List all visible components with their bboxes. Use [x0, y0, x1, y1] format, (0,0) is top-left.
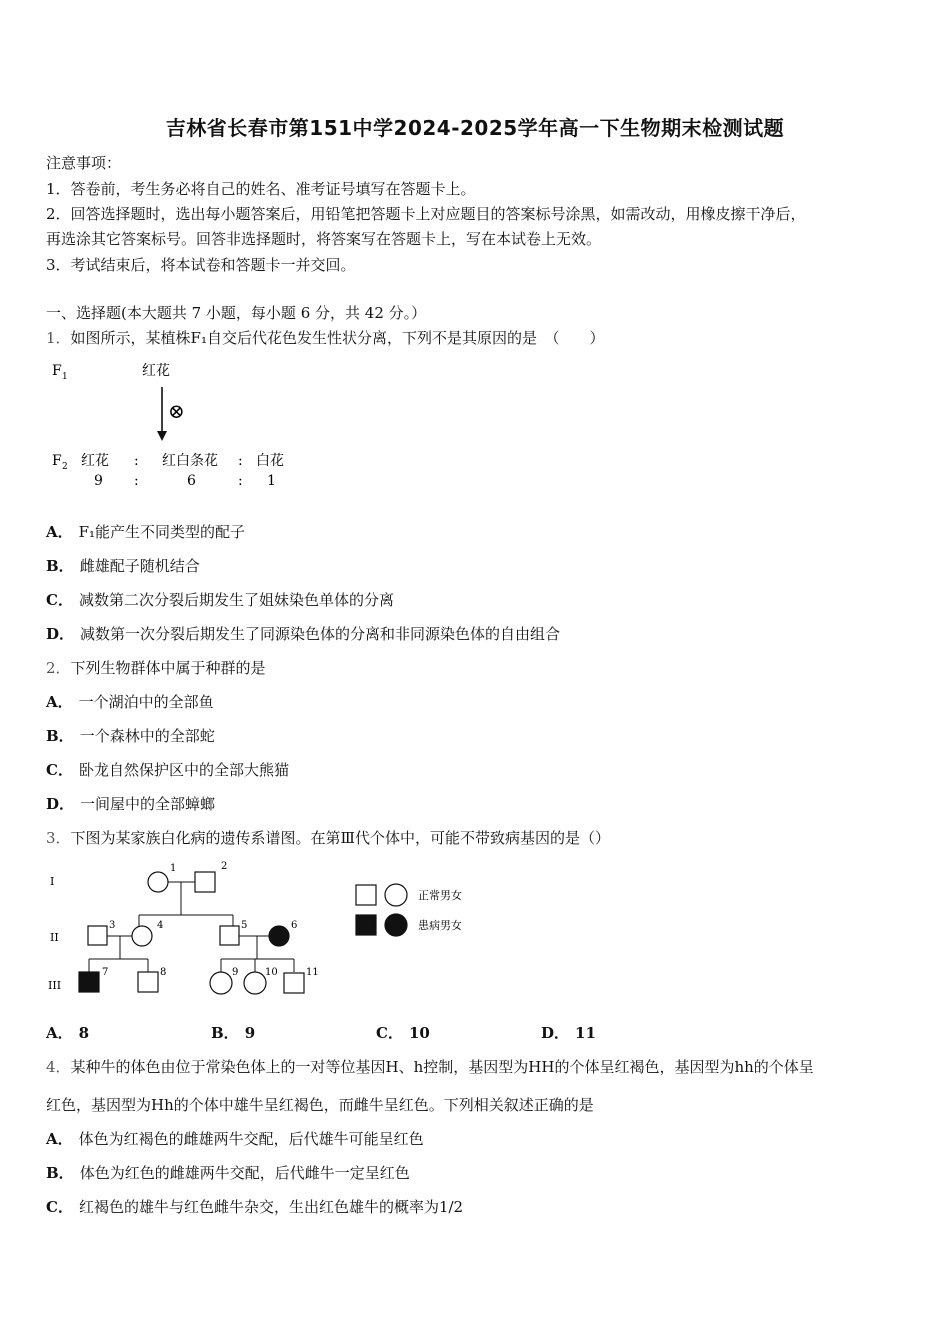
option-b[interactable]: B． 雌雄配子随机结合: [46, 557, 200, 575]
f2-trait-red: 红花: [81, 453, 109, 469]
f2-trait-white: 白花: [256, 453, 284, 469]
colon: :: [238, 453, 243, 469]
note-item: 1．答卷前，考生务必将自己的姓名、准考证号填写在答题卡上。: [46, 180, 476, 198]
question-1-stem: [46, 327, 604, 348]
option-c[interactable]: C． 卧龙自然保护区中的全部大熊猫: [46, 761, 289, 779]
option-d[interactable]: D． 一间屋中的全部蟑螂: [46, 795, 216, 813]
question-4-stem: [46, 1056, 814, 1077]
legend-normal-male: [356, 885, 376, 905]
generation-label: I: [50, 875, 55, 888]
note-item: 3．考试结束后，将本试卷和答题卡一并交回。: [46, 256, 356, 274]
ratio-red: 9: [94, 473, 103, 489]
note-item: 再选涂其它答案标号。回答非选择题时，将答案写在答题卡上，写在本试卷上无效。: [46, 230, 602, 248]
individual-10: [244, 972, 266, 994]
option-b[interactable]: B． 一个森林中的全部蛇: [46, 727, 215, 745]
id-label: 3: [109, 920, 116, 931]
option-c[interactable]: C． 减数第二次分裂后期发生了姐妹染色单体的分离: [46, 591, 394, 609]
id-label: 1: [170, 863, 177, 874]
question-text: 某种牛的体色由位于常染色体上的一对等位基因H、h控制，基因型为HH的个体呈红褐色，基因型为hh的个体呈: [70, 1058, 814, 1076]
id-label: 7: [102, 967, 109, 978]
f1-label: F: [52, 363, 62, 379]
id-label: 6: [291, 920, 298, 931]
generation-label: II: [50, 931, 59, 944]
individual-6: [269, 926, 289, 946]
option-d[interactable]: D． 减数第一次分裂后期发生了同源染色体的分离和非同源染色体的自由组合: [46, 625, 561, 643]
question-number: 2．: [46, 659, 71, 677]
individual-3: [88, 926, 107, 945]
colon: :: [134, 453, 139, 469]
f2-trait-striped: 红白条花: [162, 453, 218, 469]
individual-7: [79, 972, 99, 992]
f2-subscript: 2: [62, 462, 68, 472]
legend-affected-label: 患病男女: [418, 919, 462, 932]
colon: :: [238, 473, 243, 489]
question-text: 下列生物群体中属于种群的是: [70, 659, 266, 677]
selfing-symbol: ⊗: [168, 399, 185, 423]
option-b[interactable]: B． 体色为红色的雌雄两牛交配，后代雌牛一定呈红色: [46, 1164, 410, 1182]
question-number: 1．: [46, 329, 71, 347]
question-number: 4．: [46, 1058, 71, 1076]
question-text: 如图所示，某植株F₁自交后代花色发生性状分离，下列不是其原因的是 （ ）: [70, 329, 605, 347]
option-a[interactable]: A． 体色为红褐色的雌雄两牛交配，后代雄牛可能呈红色: [46, 1130, 424, 1148]
f2-label: F: [52, 453, 62, 469]
id-label: 5: [241, 920, 248, 931]
id-label: 9: [232, 967, 239, 978]
id-label: 8: [160, 967, 167, 978]
legend-normal-label: 正常男女: [418, 889, 462, 902]
question-2-stem: [46, 657, 266, 678]
option-a[interactable]: A． F₁能产生不同类型的配子: [46, 523, 246, 541]
f1-trait: 红花: [142, 363, 170, 379]
individual-4: [132, 926, 152, 946]
colon: :: [134, 473, 139, 489]
note-item: 2．回答选择题时，选出每小题答案后，用铅笔把答题卡上对应题目的答案标号涂黑，如需改动，用橡皮擦干净后，: [46, 205, 806, 223]
legend-normal-female: [385, 884, 407, 906]
section-heading: 一、选择题(本大题共 7 小题，每小题 6 分，共 42 分。）: [46, 304, 427, 322]
question-4-stem-cont: 红色，基因型为Hh的个体中雄牛呈红褐色，而雌牛呈红色。下列相关叙述正确的是: [46, 1096, 594, 1114]
ratio-striped: 6: [187, 473, 196, 489]
individual-11: [284, 973, 304, 993]
legend-affected-male: [356, 915, 376, 935]
legend-affected-female: [385, 914, 407, 936]
id-label: 4: [157, 920, 164, 931]
option-a[interactable]: A． 一个湖泊中的全部鱼: [46, 693, 214, 711]
individual-2: [195, 872, 215, 892]
option-d[interactable]: D． 11: [541, 1024, 596, 1042]
cross-figure: [44, 355, 294, 495]
f1-subscript: 1: [62, 372, 68, 382]
generation-label: III: [48, 979, 62, 992]
option-a[interactable]: A． 8: [46, 1024, 90, 1042]
option-b[interactable]: B． 9: [211, 1024, 256, 1042]
question-text: 下图为某家族白化病的遗传系谱图。在第Ⅲ代个体中，可能不带致病基因的是（）: [70, 829, 611, 847]
question-number: 3．: [46, 829, 71, 847]
option-c[interactable]: C． 10: [376, 1024, 430, 1042]
pedigree-figure: [44, 855, 484, 1005]
id-label: 10: [265, 967, 278, 978]
id-label: 2: [221, 861, 228, 872]
individual-8: [138, 972, 158, 992]
individual-1: [148, 872, 168, 892]
option-c[interactable]: C． 红褐色的雄牛与红色雌牛杂交，生出红色雄牛的概率为1/2: [46, 1198, 464, 1216]
notes-heading: 注意事项：: [46, 154, 122, 172]
question-3-stem: [46, 827, 610, 848]
individual-9: [210, 972, 232, 994]
page-title: 吉林省长春市第151中学2024-2025学年高一下生物期末检测试题: [165, 116, 785, 140]
id-label: 11: [306, 967, 319, 978]
individual-5: [220, 926, 239, 945]
ratio-white: 1: [267, 473, 276, 489]
